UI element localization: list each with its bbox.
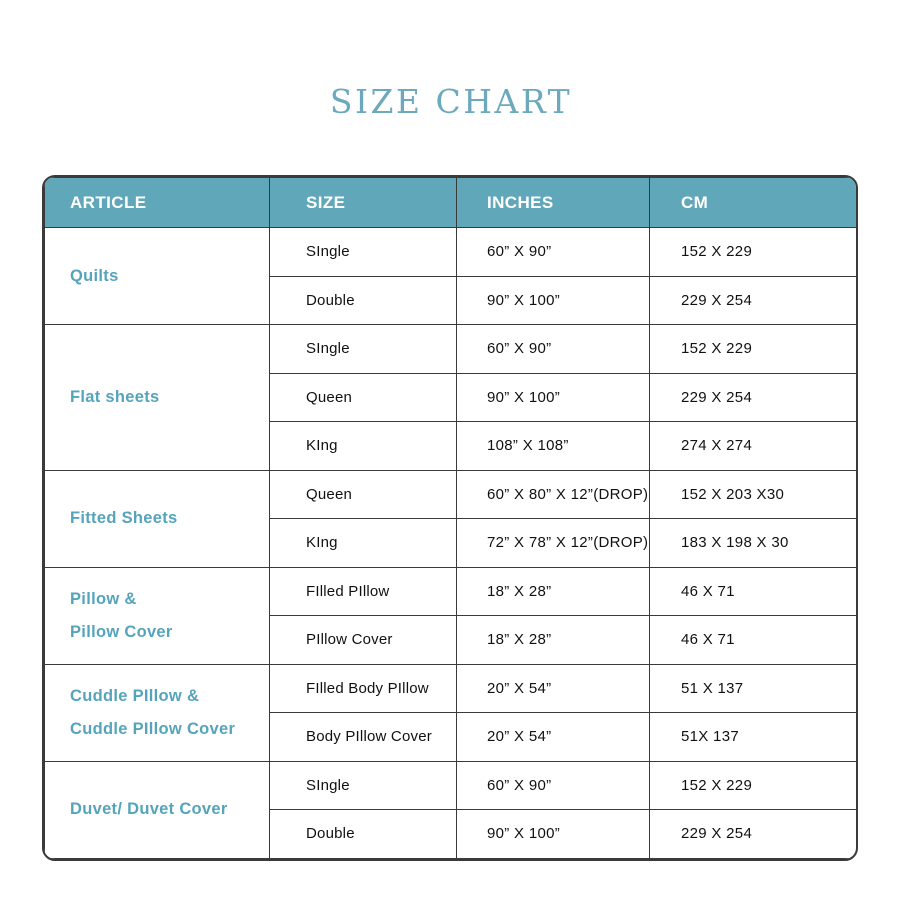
cm-cell: 46 X 71: [650, 616, 857, 665]
inches-cell: 60” X 90”: [457, 228, 650, 277]
table-row: [45, 228, 857, 277]
inches-cell: 90” X 100”: [457, 373, 650, 422]
table-row: [45, 470, 857, 519]
cm-cell: 229 X 254: [650, 373, 857, 422]
article-label: Pillow &: [70, 589, 137, 608]
cm-cell: 274 X 274: [650, 422, 857, 471]
inches-cell: 20” X 54”: [457, 664, 650, 713]
article-label: Flat sheets: [70, 387, 160, 406]
inches-cell: 72” X 78” X 12”(DROP): [457, 519, 650, 568]
size-chart-table-container: [42, 175, 858, 861]
inches-cell: 18” X 28”: [457, 567, 650, 616]
size-cell: SIngle: [270, 228, 457, 277]
table-row: [45, 664, 857, 713]
inches-cell: 90” X 100”: [457, 810, 650, 859]
cm-cell: 152 X 229: [650, 761, 857, 810]
size-cell: KIng: [270, 422, 457, 471]
article-cell: [45, 228, 270, 325]
column-header-size: SIZE: [270, 178, 457, 228]
cm-cell: 152 X 229: [650, 325, 857, 374]
inches-cell: 20” X 54”: [457, 713, 650, 762]
cm-cell: 51X 137: [650, 713, 857, 762]
article-cell: [45, 325, 270, 471]
size-cell: Queen: [270, 470, 457, 519]
size-cell: PIllow Cover: [270, 616, 457, 665]
page-title: SIZE CHART: [329, 82, 573, 121]
size-cell: SIngle: [270, 761, 457, 810]
article-cell: [45, 664, 270, 761]
size-cell: KIng: [270, 519, 457, 568]
table-row: [45, 761, 857, 810]
column-header-cm: CM: [650, 178, 857, 228]
size-cell: FIlled PIllow: [270, 567, 457, 616]
column-header-inches: INCHES: [457, 178, 650, 228]
inches-cell: 90” X 100”: [457, 276, 650, 325]
size-cell: FIlled Body PIllow: [270, 664, 457, 713]
inches-cell: 60” X 90”: [457, 325, 650, 374]
inches-cell: 108” X 108”: [457, 422, 650, 471]
inches-cell: 60” X 90”: [457, 761, 650, 810]
article-label: Cuddle PIllow &: [70, 686, 200, 705]
size-chart-table: [44, 177, 857, 859]
article-label: Quilts: [70, 266, 119, 285]
inches-cell: 18” X 28”: [457, 616, 650, 665]
column-header-article: ARTICLE: [45, 178, 270, 228]
article-label: Fitted Sheets: [70, 509, 178, 527]
cm-cell: 229 X 254: [650, 810, 857, 859]
cm-cell: 46 X 71: [650, 567, 857, 616]
table-row: [45, 325, 857, 374]
article-label: Pillow Cover: [70, 622, 173, 641]
cm-cell: 152 X 229: [650, 228, 857, 277]
article-label: Cuddle PIllow Cover: [70, 719, 236, 738]
inches-cell: 60” X 80” X 12”(DROP): [457, 470, 650, 519]
article-cell: [45, 567, 270, 664]
table-header-row: [45, 178, 857, 228]
size-cell: SIngle: [270, 325, 457, 374]
size-cell: Queen: [270, 373, 457, 422]
cm-cell: 229 X 254: [650, 276, 857, 325]
article-cell: [45, 761, 270, 858]
size-cell: Double: [270, 276, 457, 325]
cm-cell: 183 X 198 X 30: [650, 519, 857, 568]
cm-cell: 152 X 203 X30: [650, 470, 857, 519]
table-body: [45, 228, 857, 859]
article-label: Duvet/ Duvet Cover: [70, 800, 228, 818]
table-row: [45, 567, 857, 616]
article-cell: [45, 470, 270, 567]
cm-cell: 51 X 137: [650, 664, 857, 713]
size-cell: Body PIllow Cover: [270, 713, 457, 762]
size-cell: Double: [270, 810, 457, 859]
